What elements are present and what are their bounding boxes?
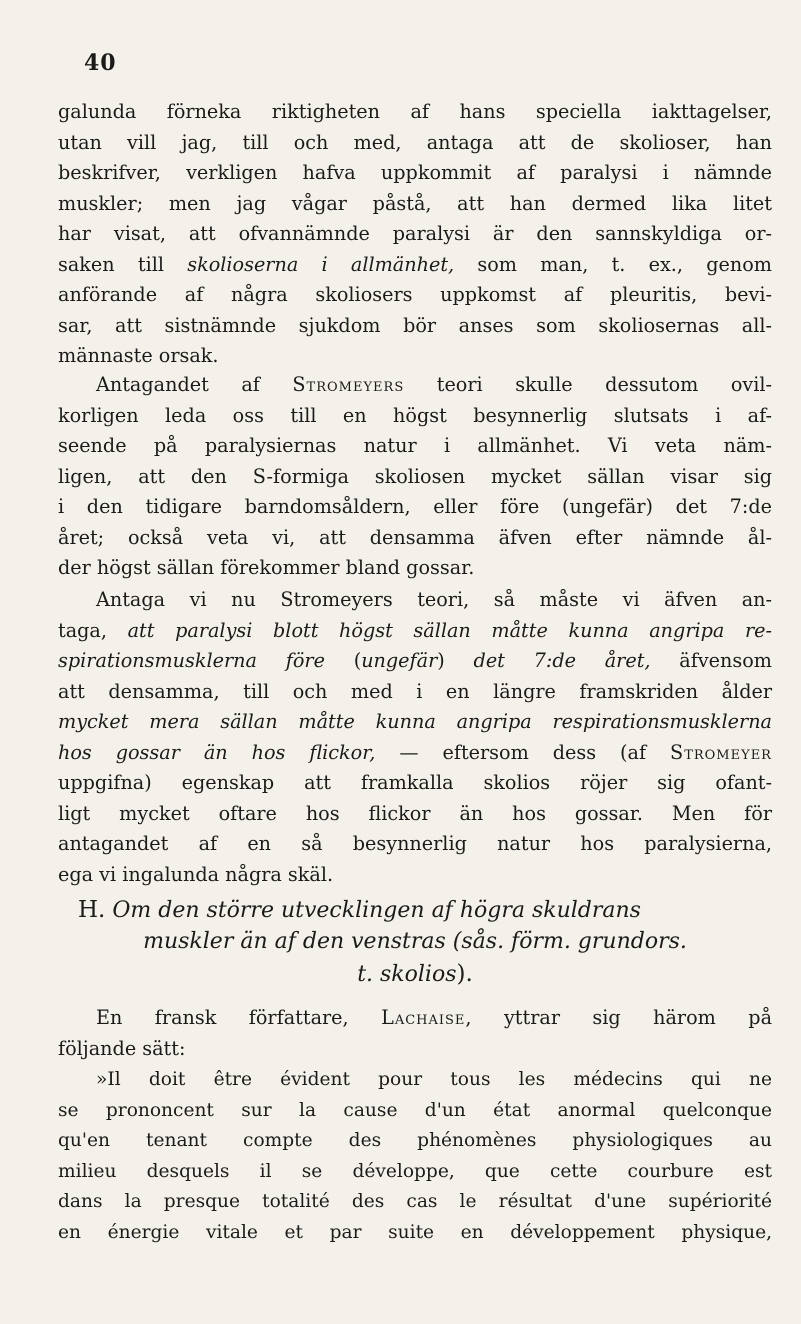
text-run: taga,	[58, 618, 128, 642]
text-line: korligen leda oss till en högst besynnerlig slutsats i af-	[58, 403, 772, 427]
heading-text: t. skolios	[357, 962, 457, 987]
heading-line	[58, 958, 772, 990]
heading-line	[58, 894, 772, 926]
text-line	[58, 616, 772, 647]
text-line: ega vi ingalunda några skäl.	[58, 862, 334, 886]
text-line: följande sätt:	[58, 1036, 186, 1060]
text-run: teori skulle dessutom ovil-	[404, 373, 772, 396]
section-numeral: H.	[78, 897, 106, 923]
text-run: , yttrar sig härom på	[465, 1006, 773, 1029]
text-line: ligt mycket oftare hos flickor än hos gossar. Men för	[58, 801, 772, 825]
heading-text: muskler än af den venstras (	[143, 929, 462, 954]
text-line: »Il doit être évident pour tous les médecins qui ne	[96, 1069, 772, 1090]
italic-text: det 7:de året,	[473, 649, 651, 672]
paragraph-2	[58, 370, 772, 584]
text-line: uppgifna) egenskap att framkalla skolios röjer sig ofant-	[58, 771, 772, 794]
text-line: muskler; men jag vågar påstå, att han dermed lika litet	[58, 191, 772, 215]
section-heading	[58, 894, 772, 990]
text-run: äfvensom	[650, 649, 772, 672]
text-line: antagandet af en så besynnerlig natur hos paralysierna,	[58, 832, 772, 855]
heading-line	[58, 926, 772, 958]
paragraph-4	[58, 1003, 772, 1064]
text-line	[58, 250, 772, 281]
small-caps-name: Stromeyers	[292, 373, 405, 396]
text-line	[58, 1003, 772, 1034]
heading-text: ).	[456, 961, 473, 987]
text-line: milieu desquels il se développe, que cette courbure est	[58, 1160, 772, 1182]
text-line: dans la presque totalité des cas le résultat d'une supériorité	[58, 1191, 772, 1212]
paragraph-3	[58, 585, 772, 890]
italic-text-line: mycket mera sällan måtte kunna angripa respirationsmusklerna	[58, 710, 772, 733]
text-line: galunda förneka riktigheten af hans speciella iakttagelser,	[58, 100, 772, 123]
text-run: En fransk författare,	[96, 1006, 382, 1029]
text-run: saken till	[58, 252, 188, 276]
text-line	[58, 370, 772, 401]
text-line: Antaga vi nu Stromeyers teori, så måste vi äfven an-	[96, 588, 772, 611]
paragraph-1	[58, 97, 772, 372]
text-run: som man, t. ex., genom	[454, 252, 772, 276]
text-line: i den tidigare barndomsåldern, eller före (ungefär) det 7:de	[58, 495, 772, 518]
text-line: att densamma, till och med i en längre framskriden ålder	[58, 679, 772, 703]
text-line: seende på paralysiernas natur i allmänhet. Vi veta näm-	[58, 434, 772, 457]
text-line: har visat, att ofvannämnde paralysi är den sannskyldiga or-	[58, 222, 772, 245]
italic-text: ungefär	[361, 649, 438, 672]
text-line: året; också veta vi, att densamma äfven efter nämnde ål-	[58, 525, 772, 549]
page-number: 40	[84, 50, 117, 76]
italic-text: skolioserna i allmänhet,	[187, 252, 455, 276]
text-line	[58, 738, 772, 769]
text-line: beskrifver, verkligen hafva uppkommit af paralysi i nämnde	[58, 161, 772, 184]
italic-text: hos gossar än hos flickor,	[58, 740, 376, 764]
italic-text: att paralysi blott högst sällan måtte kunna angripa re-	[127, 618, 772, 642]
text-run: (	[324, 649, 362, 672]
text-line: ligen, att den S-formiga skoliosen mycket sällan visar sig	[58, 464, 772, 488]
quotation	[58, 1065, 772, 1248]
text-line: männaste orsak.	[58, 344, 219, 367]
text-line: utan vill jag, till och med, antaga att de skolioser, han	[58, 130, 772, 154]
text-line: anförande af några skoliosers uppkomst af pleuritis, bevi-	[58, 283, 772, 306]
text-line	[58, 646, 772, 677]
heading-text: sås. förm. grundors.	[461, 929, 687, 954]
text-line: se prononcent sur la cause d'un état anormal quelconque	[58, 1099, 772, 1121]
small-caps-name: Lachaise	[381, 1006, 466, 1029]
text-line: sar, att sistnämnde sjukdom bör anses som skoliosernas all-	[58, 313, 772, 337]
italic-text: spirationsmusklerna före	[58, 649, 325, 672]
text-line: en énergie vitale et par suite en développement physique,	[58, 1221, 772, 1243]
small-caps-name: Stromeyer	[670, 740, 772, 764]
text-run: — eftersom dess (af	[375, 740, 671, 764]
heading-text: Om den större utvecklingen af högra skuldrans	[112, 898, 641, 923]
text-line: qu'en tenant compte des phénomènes physiologiques au	[58, 1130, 772, 1151]
text-run: Antagandet af	[96, 373, 293, 396]
text-run: )	[437, 649, 474, 672]
text-line: der högst sällan förekommer bland gossar.	[58, 556, 475, 579]
